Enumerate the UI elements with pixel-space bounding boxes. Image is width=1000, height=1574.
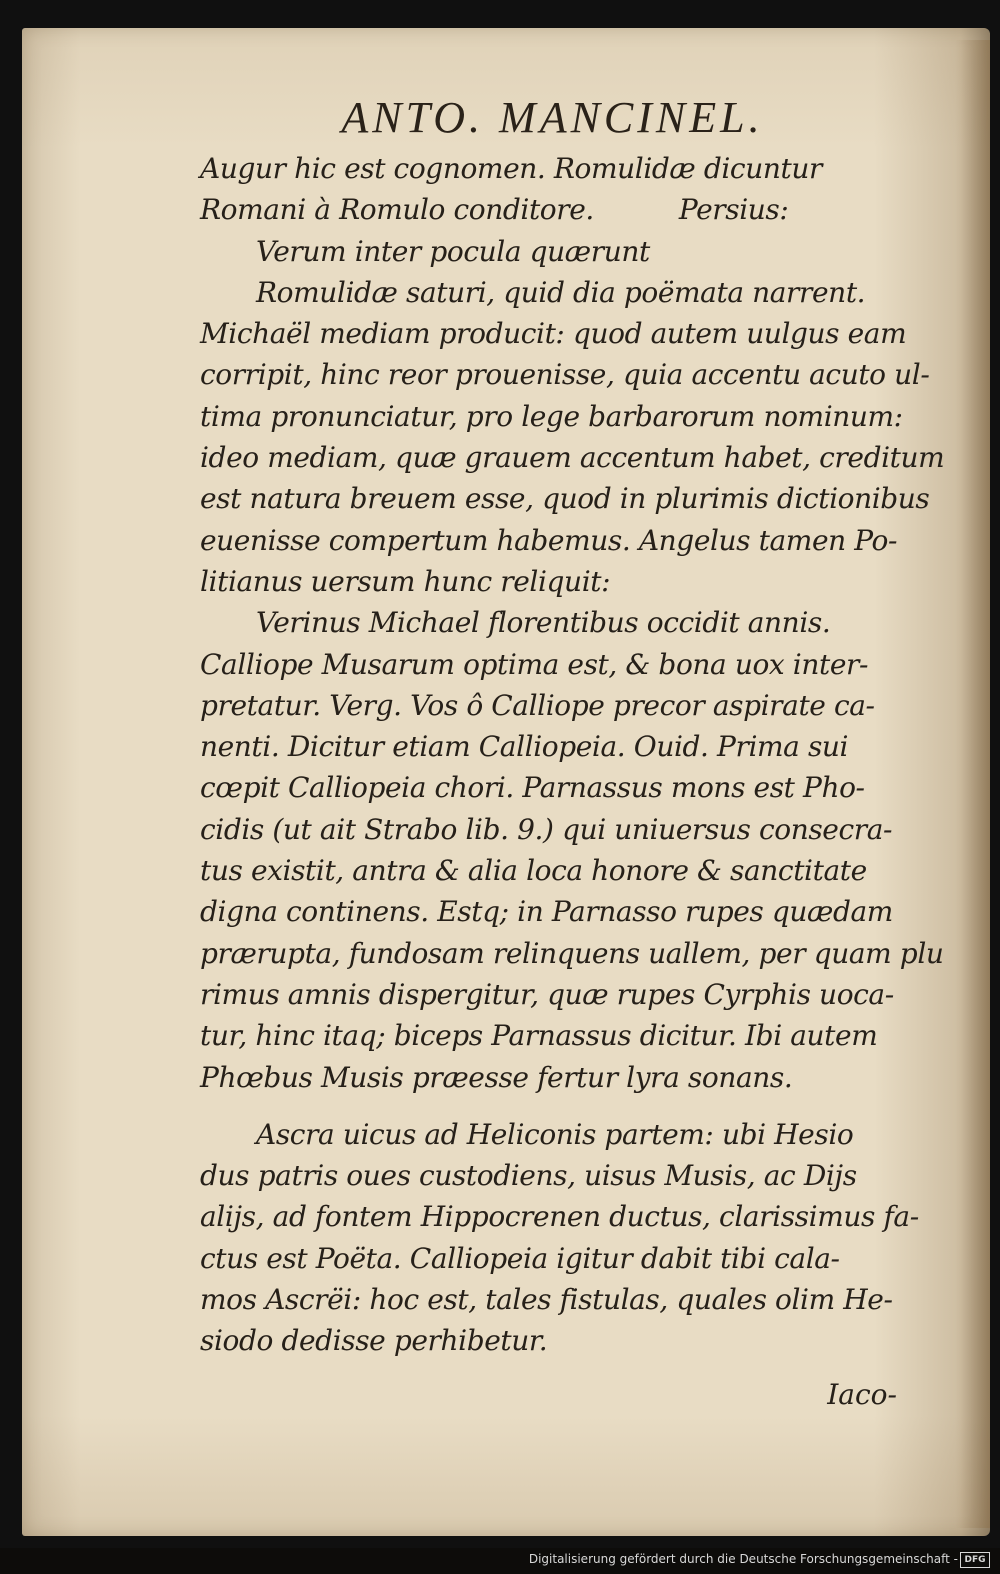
text-line: cœpit Calliopeia chori. Parnassus mons est Pho-: [200, 771, 865, 805]
text-line: tur, hinc itaq; biceps Parnassus dicitur. Ibi autem: [200, 1019, 878, 1053]
text-line: cidis (ut ait Strabo lib. 9.) qui uniuersus consecra-: [200, 812, 893, 846]
verse-line: Verum inter pocula quærunt: [256, 234, 650, 268]
page-edge-shadow: [955, 40, 990, 1528]
text-line: alijs, ad fontem Hippocrenen ductus, clarissimus fa-: [200, 1200, 919, 1234]
verse-line: Verinus Michael florentibus occidit annis.: [256, 606, 831, 640]
text-line: ideo mediam, quæ grauem accentum habet, creditum: [200, 441, 945, 475]
text-line: rimus amnis dispergitur, quæ rupes Cyrphis uoca-: [200, 977, 894, 1011]
funding-credit: Digitalisierung gefördert durch die Deutsche Forschungsgemeinschaft -: [528, 1552, 958, 1566]
text-line: litianus uersum hunc reliquit:: [200, 564, 611, 598]
text-line: Phœbus Musis præesse fertur lyra sonans.: [200, 1060, 793, 1094]
text-line: tus existit, antra & alia loca honore & sanctitate: [200, 854, 867, 888]
text-line: siodo dedisse perhibetur.: [200, 1324, 548, 1358]
text-line: prærupta, fundosam relinquens uallem, per quam plu: [200, 936, 944, 970]
running-head: ANTO. MANCINEL.: [341, 93, 764, 142]
text-line: corripit, hinc reor prouenisse, quia accentu acuto ul-: [200, 358, 930, 392]
text-line: est natura breuem esse, quod in plurimis dictionibus: [200, 482, 930, 516]
text-line: Calliope Musarum optima est, & bona uox inter-: [200, 647, 869, 681]
text-line: Romani à Romulo conditore. Persius:: [200, 193, 789, 227]
text-line: Ascra uicus ad Heliconis partem: ubi Hesio: [256, 1117, 854, 1151]
page-text: [200, 90, 945, 1415]
text-line: euenisse compertum habemus. Angelus tamen Po-: [200, 523, 898, 557]
text-line: pretatur. Verg. Vos ô Calliope precor aspirate ca-: [200, 688, 875, 722]
text-line: mos Ascrëi: hoc est, tales fistulas, quales olim He-: [200, 1283, 893, 1317]
text-line: dus patris oues custodiens, uisus Musis, ac Dijs: [200, 1159, 857, 1193]
paragraph-gap: [200, 1098, 905, 1114]
text-line: digna continens. Estq; in Parnasso rupes quædam: [200, 895, 893, 929]
text-line: ctus est Poëta. Calliopeia igitur dabit tibi cala-: [200, 1241, 840, 1275]
text-line: Augur hic est cognomen. Romulidæ dicuntur: [200, 152, 822, 185]
text-line: nenti. Dicitur etiam Calliopeia. Ouid. Prima sui: [200, 730, 849, 764]
dfg-logo: DFG: [960, 1552, 990, 1568]
text-line: Michaël mediam producit: quod autem uulgus eam: [200, 317, 907, 351]
verse-line: Romulidæ saturi, quid dia poëmata narrent.: [256, 275, 866, 309]
text-line: tima pronunciatur, pro lege barbarorum nominum:: [200, 399, 903, 433]
catchword: Iaco-: [827, 1377, 897, 1411]
